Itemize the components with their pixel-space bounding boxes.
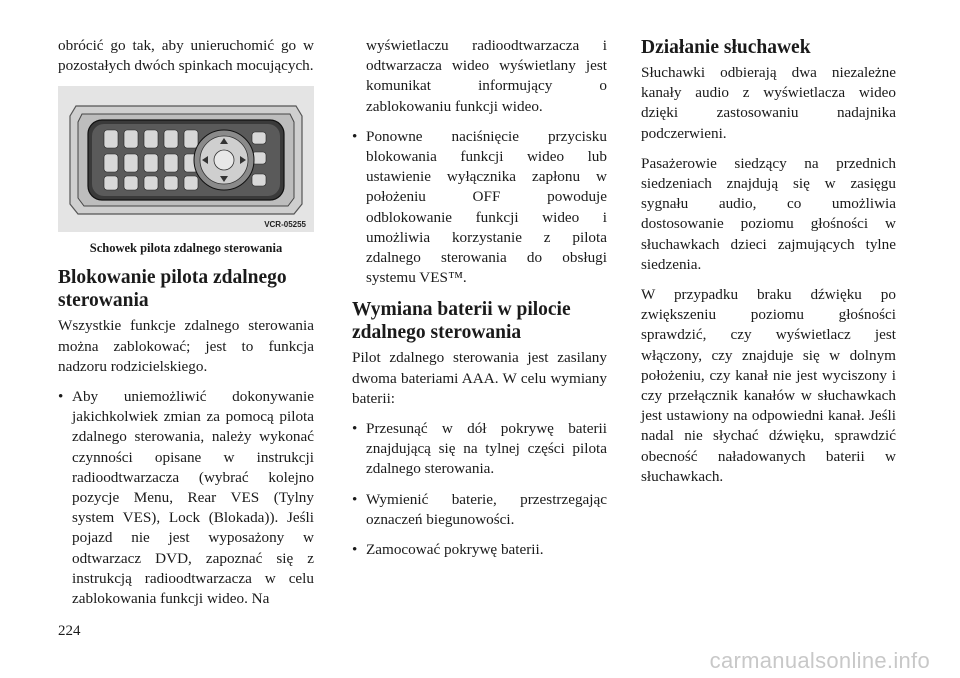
heading-headphones: Działanie słuchawek [641,37,811,58]
remote-lock-paragraph: Wszystkie funkcje zdalnego sterowania można zablokować; jest to funkcja nadzoru rodzicielskiego. [58,317,314,375]
list-item-continuation: wyświetlaczu radioodtwarzacza i odtwarzacza wideo wyświetlany jest komunikat informujący o zablokowaniu funkcji wideo. [366,37,607,115]
list-item: • Aby uniemożliwić dokonywanie jakichkolwiek zmian za pomocą pilota zdalnego sterowania, należy wykonać czynności opisane w instrukcji radioodtwarzacza (wybrać kolejno pozycje Menu, Rear VES (Tylny system VES), Lock (Blokada)). Jeśli pojazd nie jest wyposażony w odtwarzacz DVD, zapoznać się z instrukcją radioodtwarzacza w celu zablokowania funkcji wideo. Na [58,387,314,609]
column-right [641,36,896,497]
headphones-paragraph-1: Słuchawki odbierają dwa niezależne kanały audio z wyświetlacza wideo dzięki zastosowaniu nadajnika podczerwieni. [641,64,896,142]
battery-paragraph: Pilot zdalnego sterowania jest zasilany dwoma bateriami AAA. W celu wymiany baterii: [352,349,607,407]
list-item: • Ponowne naciśnięcie przycisku blokowania funkcji wideo lub ustawienie wyłącznika zapłonu w położeniu OFF powoduje odblokowanie funkcji wideo i umożliwia korzystanie z pilota zdalnego sterowania do obsługi systemu VES™. [352,127,607,289]
column-left [58,36,314,619]
heading-battery-replacement: Wymiana baterii w pilocie zdalnego sterowania [352,299,571,344]
remote-lock-list [58,387,314,609]
list-item: • Wymienić baterie, przestrzegając oznaczeń biegunowości. [352,490,607,530]
watermark: carmanualsonline.info [709,648,930,673]
headphones-paragraph-3: W przypadku braku dźwięku po zwiększeniu poziomu głośności sprawdzić, czy wyświetlacz jest włączony, czy znajduje się w dolnym położeniu, czy kanał nie jest wyciszony i czy przełącznik kanałów w słuchawkach jest ustawiony na odpowiedni kanał. Jeśli nadal nie słychać dźwięku, sprawdzić obecność naładowanych baterii w słuchawkach. [641,286,896,485]
remote-control-illustration [58,86,314,232]
heading-remote-lock: Blokowanie pilota zdalnego sterowania [58,267,287,312]
page-number: 224 [58,623,81,639]
figure-code: VCR-05255 [264,220,306,230]
remote-lock-list-continued [352,36,607,288]
intro-text: obrócić go tak, aby unieruchomić go w pozostałych dwóch spinkach mocujących. [58,37,314,75]
list-item: • Przesunąć w dół pokrywę baterii znajdującą się na tylnej części pilota zdalnego sterowania. [352,419,607,480]
remote-storage-figure [58,86,314,232]
list-item: • Zamocować pokrywę baterii. [352,540,607,560]
battery-steps-list [352,419,607,560]
column-middle [352,36,607,570]
headphones-paragraph-2: Pasażerowie siedzący na przednich siedzeniach znajdują się w zasięgu sygnału audio, co umożliwia dostosowanie poziomu głośności w słuchawkach dzieci zajmujących tylne siedzenia. [641,154,896,273]
figure-caption: Schowek pilota zdalnego sterowania [89,241,283,256]
